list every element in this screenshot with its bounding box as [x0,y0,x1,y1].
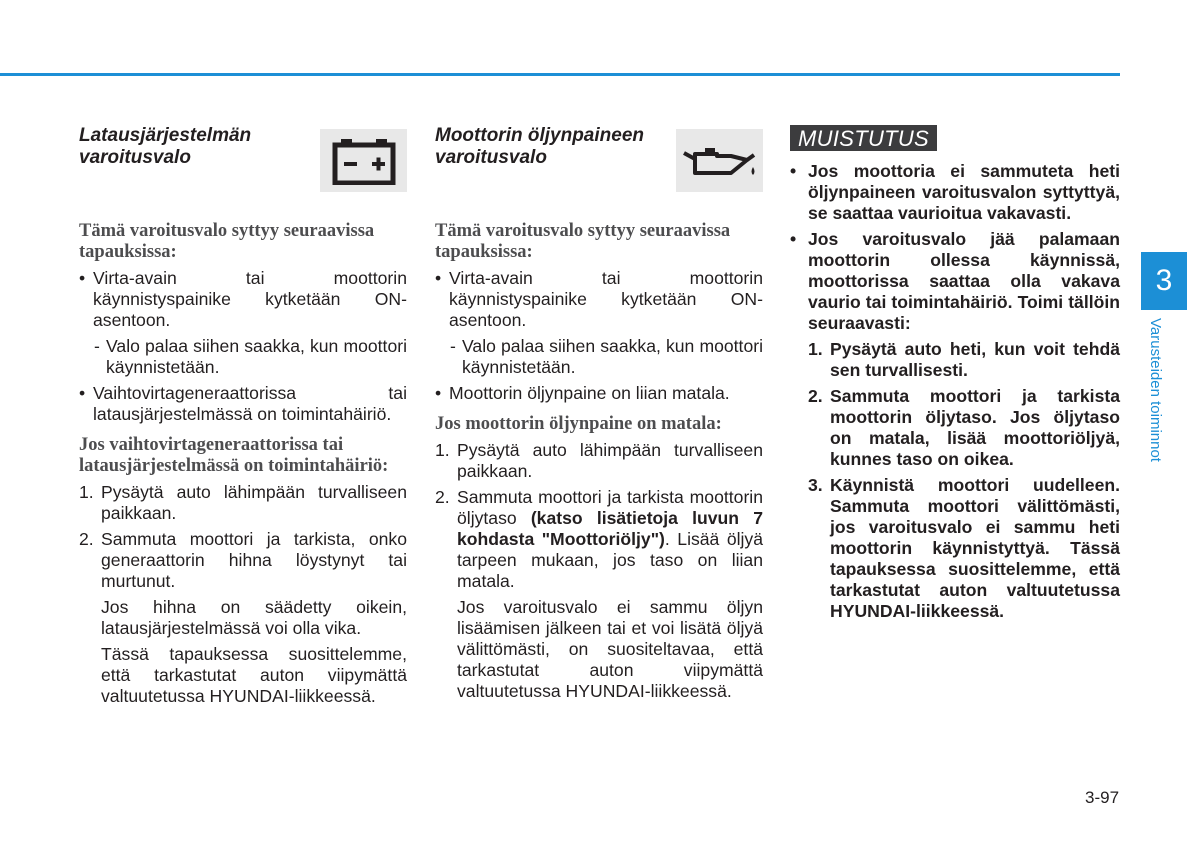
cross-reference: (katso lisätietoja luvun 7 kohdasta "Moottoriöljy") [457,508,763,549]
intro-heading: Tämä varoitusvalo syttyy seuraavissa tapauksissa: [435,221,731,262]
section-header [79,125,407,191]
list-subitem: - Valo palaa siihen saakka, kun moottori käynnistetään. [94,336,407,377]
notice-box [790,125,1120,622]
notice-item: • Jos moottoria ei sammuteta heti öljynpaineen varoitusvalon syttyttyä, se saattaa vaurioitua vakavasti. [790,161,1120,223]
step-item: 1. Pysäytä auto lähimpään turvalliseen paikkaan. [435,440,763,481]
step-item: 2. Sammuta moottori ja tarkista moottorin öljytaso (katso lisätietoja luvun 7 kohdasta "Moottoriöljy"). Lisää öljyä tarpeen mukaan, jos taso on liian matala. [435,487,763,591]
list-subitem: - Valo palaa siihen saakka, kun moottori käynnistetään. [450,336,763,377]
step-item: 1. Pysäytä auto lähimpään turvalliseen paikkaan. [79,482,407,523]
list-item: • Moottorin öljynpaine on liian matala. [435,383,730,403]
list-item: • Virta-avain tai moottorin käynnistyspainike kytketään ON-asentoon. [435,268,763,330]
chapter-label: Varusteiden toiminnot [1147,318,1164,462]
battery-icon [320,129,407,192]
notice-step: 3. Käynnistä moottori uudelleen. Sammuta moottori välittömästi, jos varoitusvalo ei sammu heti moottorin käynnistyttyä. Tässä tapauksessa suosittelemme, että tarkastutat auton valtuutetussa HYUNDAI-liikkeessä. [808,475,1120,621]
notice-title: MUISTUTUS [790,125,937,151]
chapter-tab: 3 [1141,252,1187,310]
notice-item: • Jos varoitusvalo jää palamaan moottorin ollessa käynnissä, moottorissa saattaa olla vakava vaurio tai toimintahäiriö. Toimi tällöin seuraavasti: [790,229,1120,333]
header-rule [0,73,1120,76]
notice-step: 2. Sammuta moottori ja tarkista moottorin öljytaso. Jos öljytaso on matala, lisää moottoriöljyä, kunnes taso on oikea. [808,386,1120,469]
list-item: • Virta-avain tai moottorin käynnistyspainike kytketään ON-asentoon. [79,268,407,330]
column-charging-warning [79,125,407,707]
list-item: • Vaihtovirtageneraattorissa tai latausjärjestelmässä on toimintahäiriö. [79,383,407,424]
column-oil-pressure-warning [435,125,763,702]
section-header [435,125,763,191]
step-item: 2. Sammuta moottori ja tarkista, onko generaattorin hihna löystynyt tai murtunut. [79,529,407,591]
intro-heading: Tämä varoitusvalo syttyy seuraavissa tapauksissa: [79,221,375,262]
step-paragraph: Jos varoitusvalo ei sammu öljyn lisäämisen jälkeen tai et voi lisätä öljyä välittömästi, on suositeltavaa, että tarkastutat auton viipymättä valtuutetussa HYUNDAI-liikkeessä. [457,597,763,701]
procedure-heading: Jos vaihtovirtageneraattorissa tai latausjärjestelmässä on toimintahäiriö: [79,435,389,476]
procedure-heading: Jos moottorin öljynpaine on matala: [435,414,722,434]
section-title: Moottorin öljynpaineen varoitusvalo [435,125,644,168]
page-number: 3-97 [1085,788,1120,807]
notice-step: 1. Pysäytä auto heti, kun voit tehdä sen turvallisesti. [808,339,1120,380]
section-title: Latausjärjestelmän varoitusvalo [79,125,252,168]
step-paragraph: Tässä tapauksessa suosittelemme, että tarkastutat auton viipymättä valtuutetussa HYUNDAI-liikkeessä. [101,644,407,706]
oil-can-icon [676,129,763,192]
step-paragraph: Jos hihna on säädetty oikein, latausjärjestelmässä voi olla vika. [101,597,407,638]
